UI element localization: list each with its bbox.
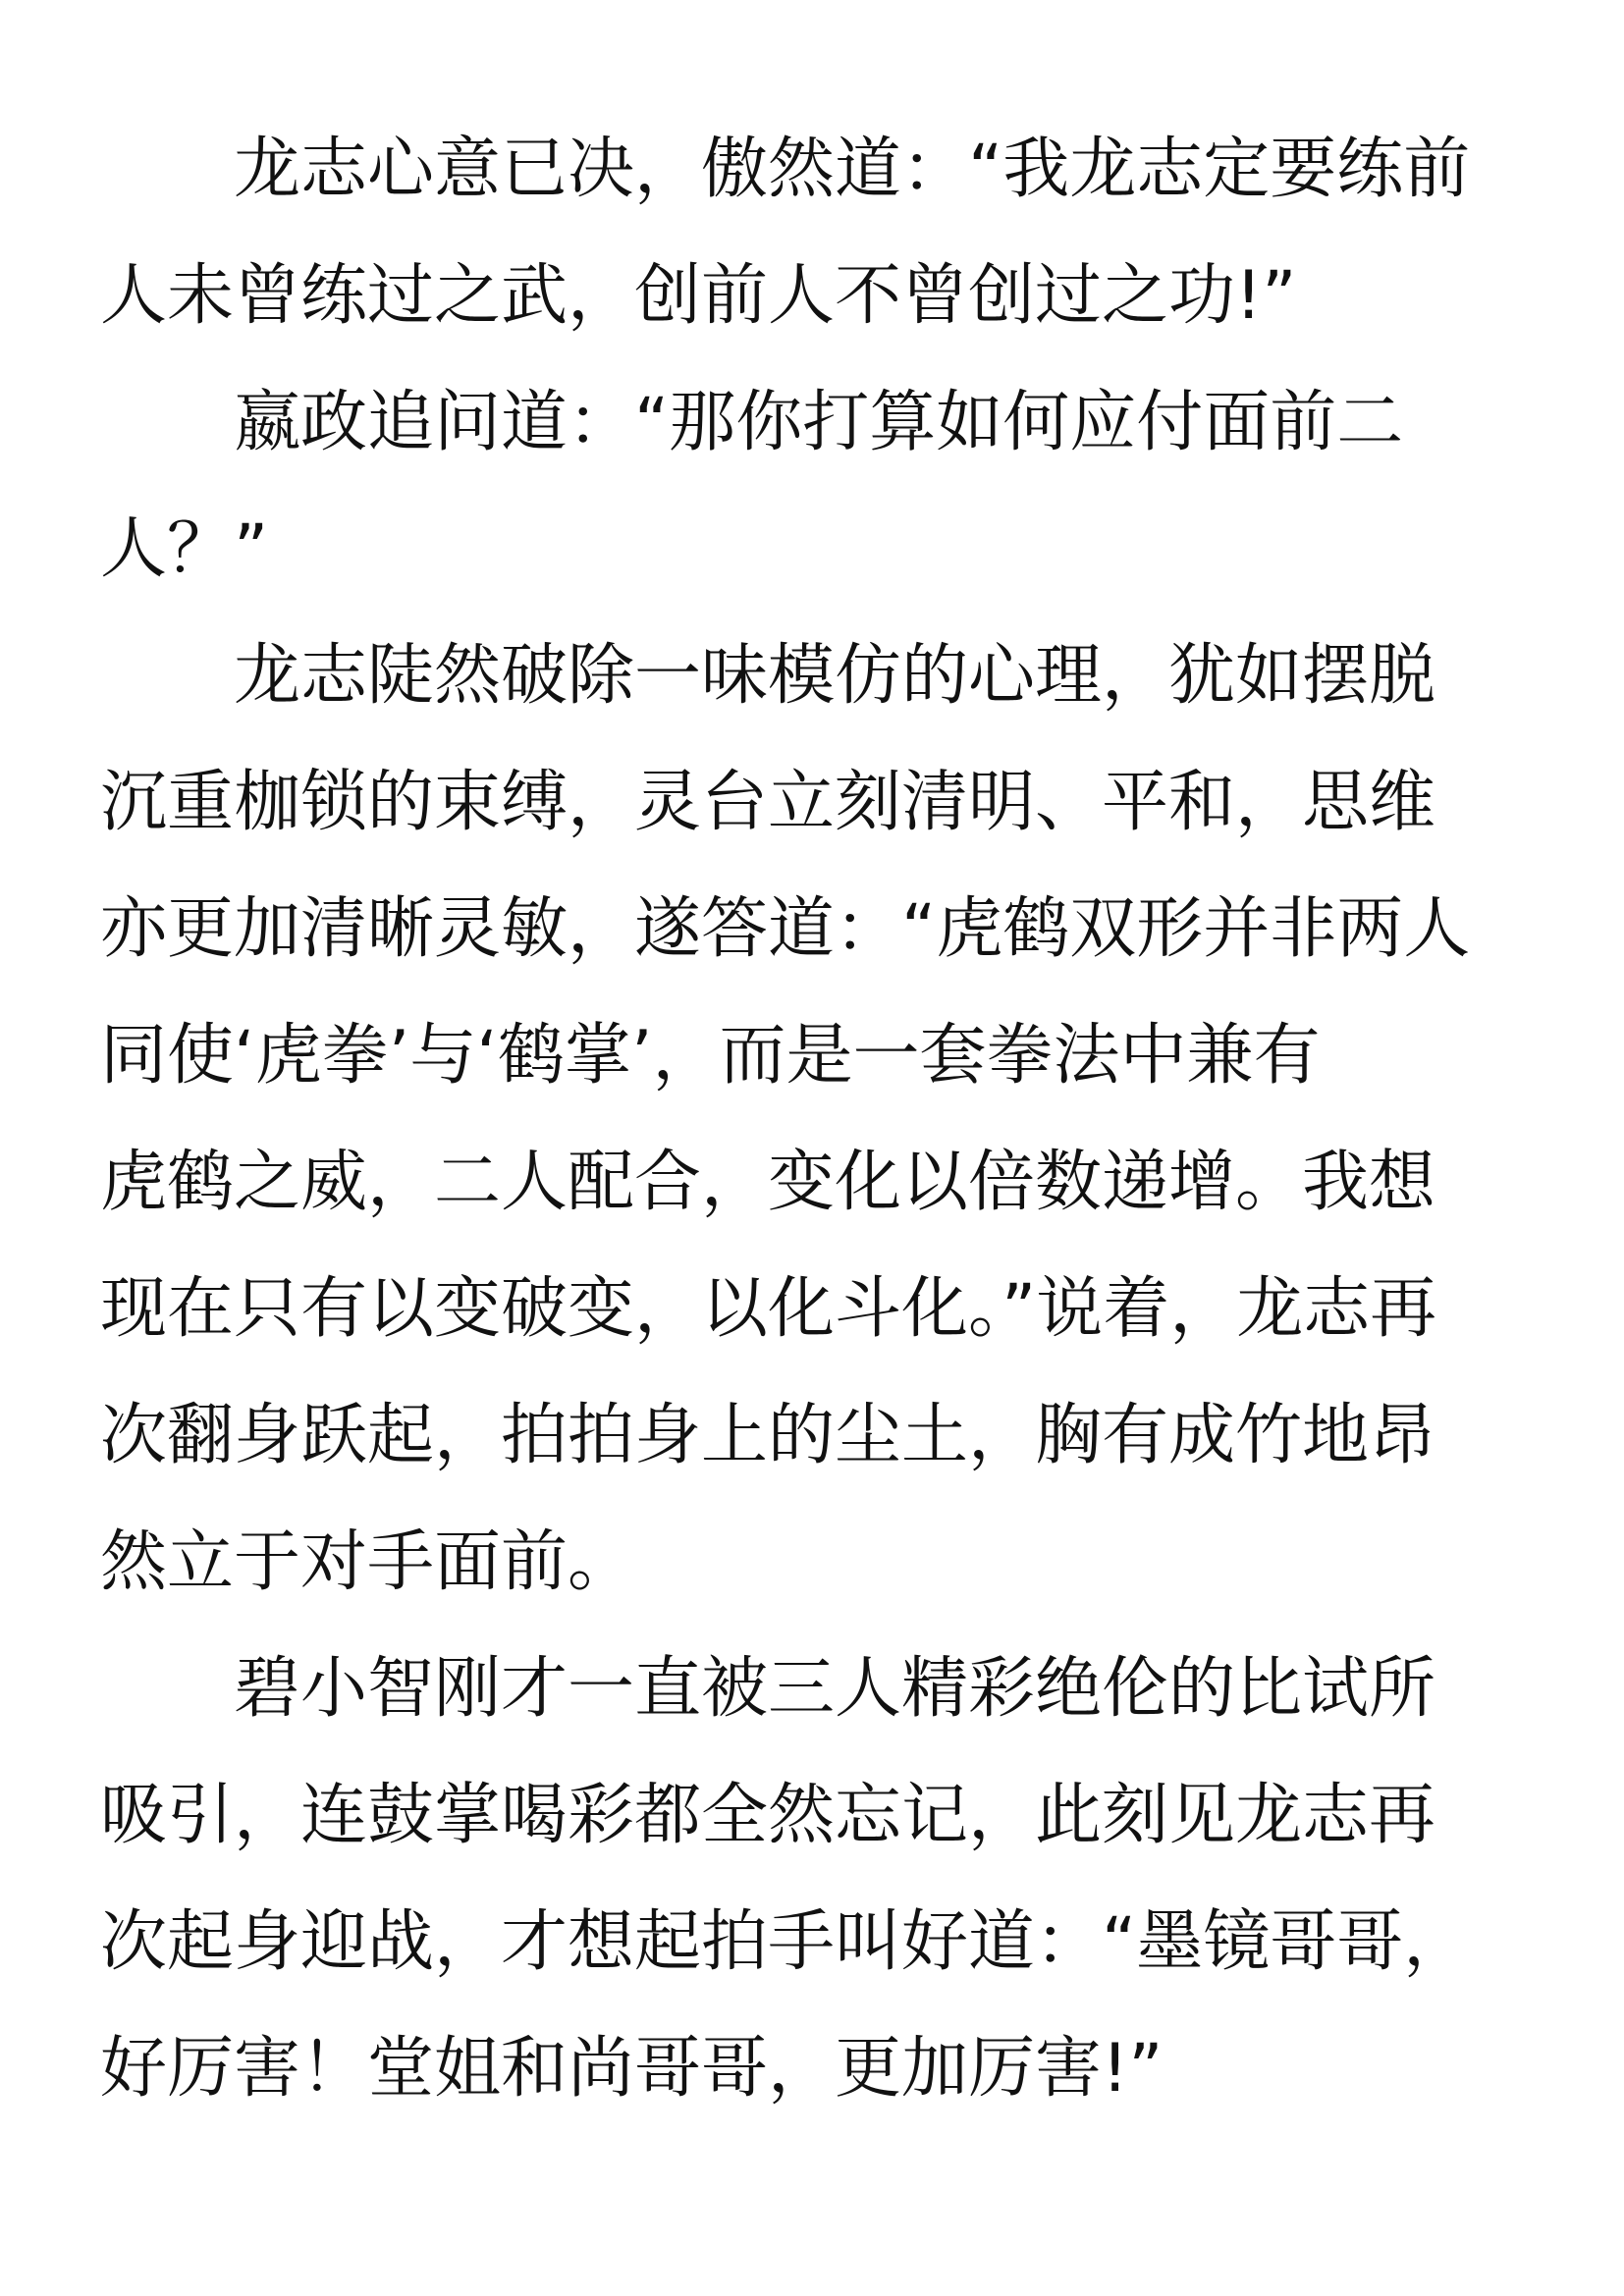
text-line: 龙志陡然破除一味模仿的心理，犹如摆脱 bbox=[234, 637, 1436, 715]
text-line: 亦更加清晰灵敏，遂答道：“虎鹤双形并非两人 bbox=[100, 890, 1471, 968]
body-text bbox=[100, 106, 1573, 2132]
paragraph-3 bbox=[100, 613, 1573, 1626]
paragraph-1 bbox=[100, 106, 1573, 359]
text-line: 嬴政追问道：“那你打算如何应付面前二 bbox=[234, 384, 1404, 461]
text-line: 吸引，连鼓掌喝彩都全然忘记，此刻见龙志再 bbox=[100, 1777, 1436, 1854]
text-line: 好厉害！堂姐和尚哥哥，更加厉害!” bbox=[100, 2030, 1164, 2108]
paragraph-2 bbox=[100, 359, 1573, 613]
text-line: 次翻身跃起，拍拍身上的尘土，胸有成竹地昂 bbox=[100, 1397, 1436, 1474]
text-line: 人未曾练过之武，创前人不曾创过之功!” bbox=[100, 257, 1297, 335]
text-line: 人？” bbox=[100, 510, 269, 588]
text-line: 同使‘虎拳’与‘鹤掌’，而是一套拳法中兼有 bbox=[100, 1017, 1321, 1095]
text-line: 龙志心意已决，傲然道：“我龙志定要练前 bbox=[234, 131, 1471, 208]
text-line: 沉重枷锁的束缚，灵台立刻清明、平和，思维 bbox=[100, 764, 1436, 841]
text-line: 然立于对手面前。 bbox=[100, 1523, 635, 1601]
paragraph-4 bbox=[100, 1626, 1573, 2132]
text-line: 虎鹤之威，二人配合，变化以倍数递增。我想 bbox=[100, 1144, 1436, 1221]
text-line: 碧小智刚才一直被三人精彩绝伦的比试所 bbox=[234, 1650, 1436, 1728]
text-line: 次起身迎战，才想起拍手叫好道：“墨镜哥哥， bbox=[100, 1903, 1471, 1981]
text-line: 现在只有以变破变，以化斗化。”说着，龙志再 bbox=[100, 1270, 1437, 1348]
